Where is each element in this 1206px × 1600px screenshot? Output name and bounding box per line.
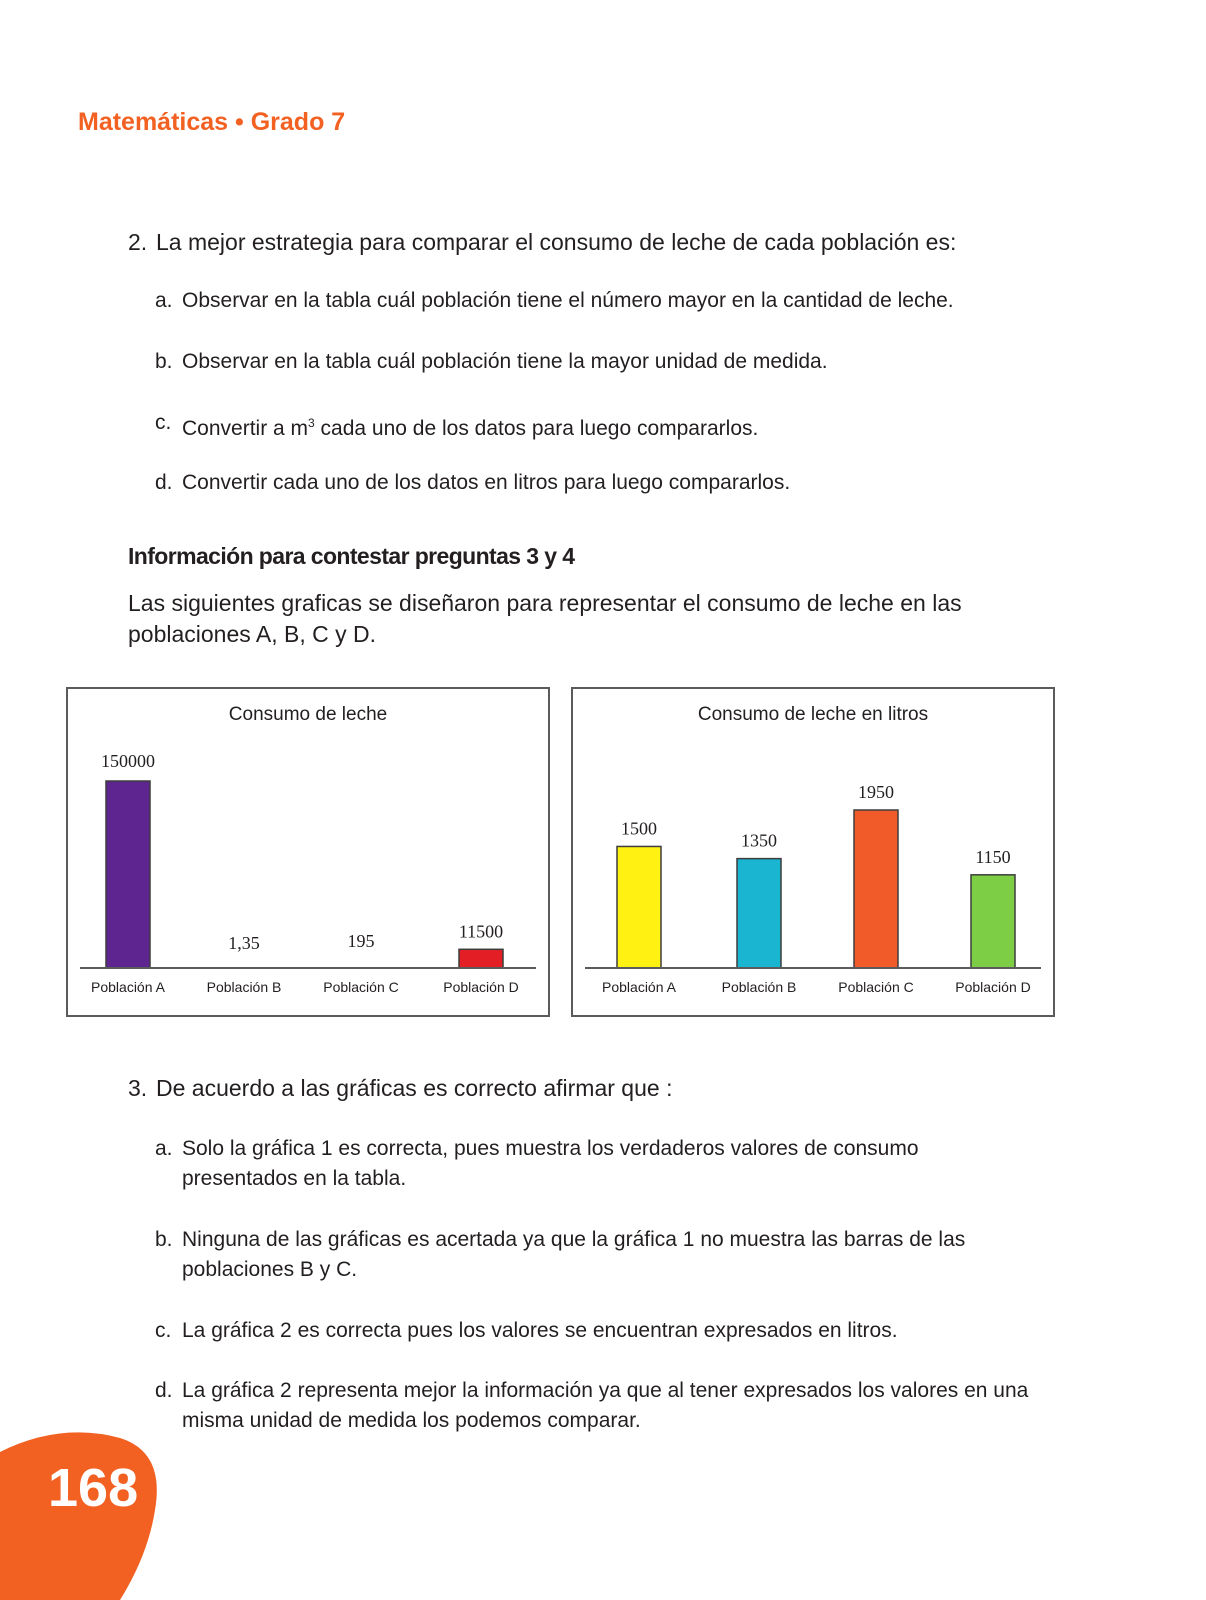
question-3 bbox=[128, 1073, 1028, 1103]
option-text: Observar en la tabla cuál población tiene la mayor unidad de medida. bbox=[182, 350, 828, 373]
question-2-option-c bbox=[155, 408, 1035, 444]
bar-4 bbox=[459, 949, 503, 968]
question-2-option-b bbox=[155, 347, 1035, 377]
info-text: Las siguientes graficas se diseñaron para representar el consumo de leche en las poblaciones A, B, C y D. bbox=[128, 590, 962, 647]
superscript: 3 bbox=[308, 416, 315, 430]
option-text: Solo la gráfica 1 es correcta, pues muestra los verdaderos valores de consumo presentados en la tabla. bbox=[182, 1137, 919, 1190]
category-label-4: Población D bbox=[955, 979, 1031, 995]
question-2-option-d bbox=[155, 468, 1035, 498]
option-text: La gráfica 2 representa mejor la información ya que al tener expresados los valores en una misma unidad de medida los podemos comparar. bbox=[182, 1379, 1029, 1432]
option-text-end: cada uno de los datos para luego compararlos. bbox=[314, 417, 759, 440]
page-header: Matemáticas • Grado 7 bbox=[78, 108, 346, 136]
bar-4 bbox=[971, 875, 1015, 968]
question-3-option-a bbox=[155, 1134, 1035, 1194]
data-label-4: 11500 bbox=[458, 921, 504, 942]
question-3-option-d bbox=[155, 1376, 1035, 1436]
option-letter: b. bbox=[155, 1228, 173, 1251]
bar-2 bbox=[737, 859, 781, 968]
option-text: Convertir cada uno de los datos en litros para luego compararlos. bbox=[182, 471, 791, 494]
data-label-2: 1350 bbox=[741, 830, 777, 851]
option-letter: a. bbox=[155, 289, 173, 312]
category-label-2: Población B bbox=[206, 979, 282, 995]
chart-consumo-de-leche bbox=[66, 687, 550, 1017]
data-label-1: 1500 bbox=[621, 818, 657, 839]
question-3-option-b bbox=[155, 1225, 1035, 1285]
category-label-3: Población C bbox=[838, 979, 914, 995]
option-letter: d. bbox=[155, 1379, 173, 1402]
category-label-2: Población B bbox=[721, 979, 797, 995]
chart-consumo-de-leche-en-litros bbox=[571, 687, 1055, 1017]
chart-1-svg bbox=[68, 689, 548, 1015]
option-letter: c. bbox=[155, 411, 172, 434]
option-text: Observar en la tabla cuál población tiene el número mayor en la cantidad de leche. bbox=[182, 289, 954, 312]
question-text: De acuerdo a las gráficas es correcto afirmar que : bbox=[156, 1075, 673, 1101]
option-text: La gráfica 2 es correcta pues los valores se encuentran expresados en litros. bbox=[182, 1319, 898, 1342]
page-number: 168 bbox=[48, 1458, 139, 1518]
question-3-option-c bbox=[155, 1316, 1035, 1346]
category-label-1: Población A bbox=[91, 979, 165, 995]
option-text bbox=[182, 408, 1035, 444]
chart-title: Consumo de leche bbox=[228, 704, 388, 725]
option-letter: c. bbox=[155, 1319, 172, 1342]
category-label-4: Población D bbox=[443, 979, 519, 995]
question-2-option-a bbox=[155, 286, 1035, 316]
bar-3 bbox=[854, 810, 898, 968]
chart-2-svg bbox=[573, 689, 1053, 1015]
question-number: 2. bbox=[128, 229, 148, 255]
option-letter: d. bbox=[155, 471, 173, 494]
category-label-3: Población C bbox=[323, 979, 399, 995]
bar-1 bbox=[617, 846, 661, 968]
option-text-start: Convertir a m bbox=[182, 417, 309, 440]
data-label-4: 1150 bbox=[975, 846, 1011, 867]
data-label-3: 1950 bbox=[858, 782, 894, 802]
info-title: Información para contestar preguntas 3 y 4 bbox=[128, 543, 575, 569]
bar-1 bbox=[106, 781, 150, 968]
option-text: Ninguna de las gráficas es acertada ya que la gráfica 1 no muestra las barras de las poblaciones B y C. bbox=[182, 1228, 966, 1281]
option-letter: b. bbox=[155, 350, 173, 373]
data-label-2: 1,35 bbox=[228, 933, 260, 953]
question-number: 3. bbox=[128, 1075, 148, 1101]
question-text: La mejor estrategia para comparar el consumo de leche de cada población es: bbox=[156, 229, 957, 255]
option-letter: a. bbox=[155, 1137, 173, 1160]
chart-title: Consumo de leche en litros bbox=[697, 704, 929, 725]
category-label-1: Población A bbox=[602, 979, 676, 995]
question-2 bbox=[128, 227, 1028, 257]
data-label-1: 150000 bbox=[101, 751, 155, 771]
data-label-3: 195 bbox=[347, 931, 375, 951]
